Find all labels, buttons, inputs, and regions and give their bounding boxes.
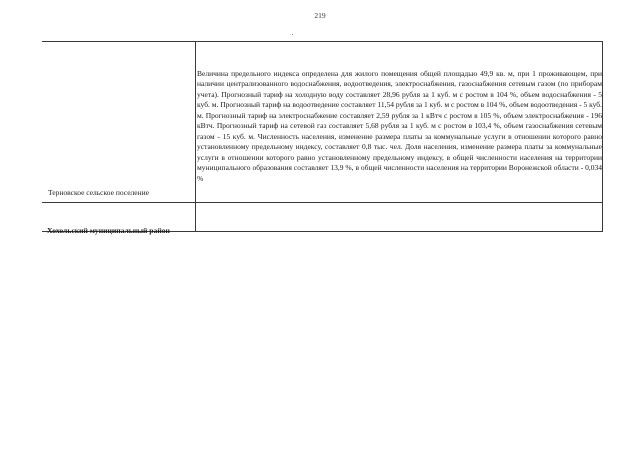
- table-right-border: [602, 41, 603, 232]
- page-number: 219: [314, 11, 326, 20]
- row-divider: [42, 202, 603, 203]
- scan-artifact: [292, 34, 293, 35]
- district-heading: Хохольский муниципальный район: [47, 226, 170, 235]
- table-top-border: [42, 41, 603, 42]
- settlement-name: Терновское сельское поселение: [48, 188, 149, 197]
- column-divider: [195, 41, 196, 232]
- tariff-description: Величина предельного индекса определена для жилого помещения общей площадью 49,9 кв. м, при 1 проживающем, при наличии централизованного водоснабжения, водоотведения, электроснабжения, газоснабжения сетевым газом (по приборам учета). Прогнозный тариф на холодную воду составляет 28,96 рубля за 1 куб. м с ростом в 104 %, объем водоснабжения - 5 куб. м. Прогнозный тариф на водоотведение составляет 11,54 рубля за 1 куб. м с ростом в 104 %, объем водоотведения - 5 куб. м. Прогнозный тариф на электроснабжение составляет 2,59 рубля за 1 кВтч с ростом в 105 %, объем электроснабжения - 196 кВтч. Прогнозный тариф на сетевой газ составляет 5,68 рубля за 1 куб. м с ростом в 103,4 %, объем газоснабжения сетевым газом - 15 куб. м. Численность населения, изменение размера платы за коммунальные услуги в отношении которого равно установленному предельному индексу, составляет 0,8 тыс. чел. Доля населения, изменение размера платы за коммунальные услуги в отношении которого равно установленному предельному индексу, в общей численности населения на территории муниципального образования составляет 13,9 %, в общей численности населения на территории Воронежской области - 0,034 %: [197, 69, 602, 183]
